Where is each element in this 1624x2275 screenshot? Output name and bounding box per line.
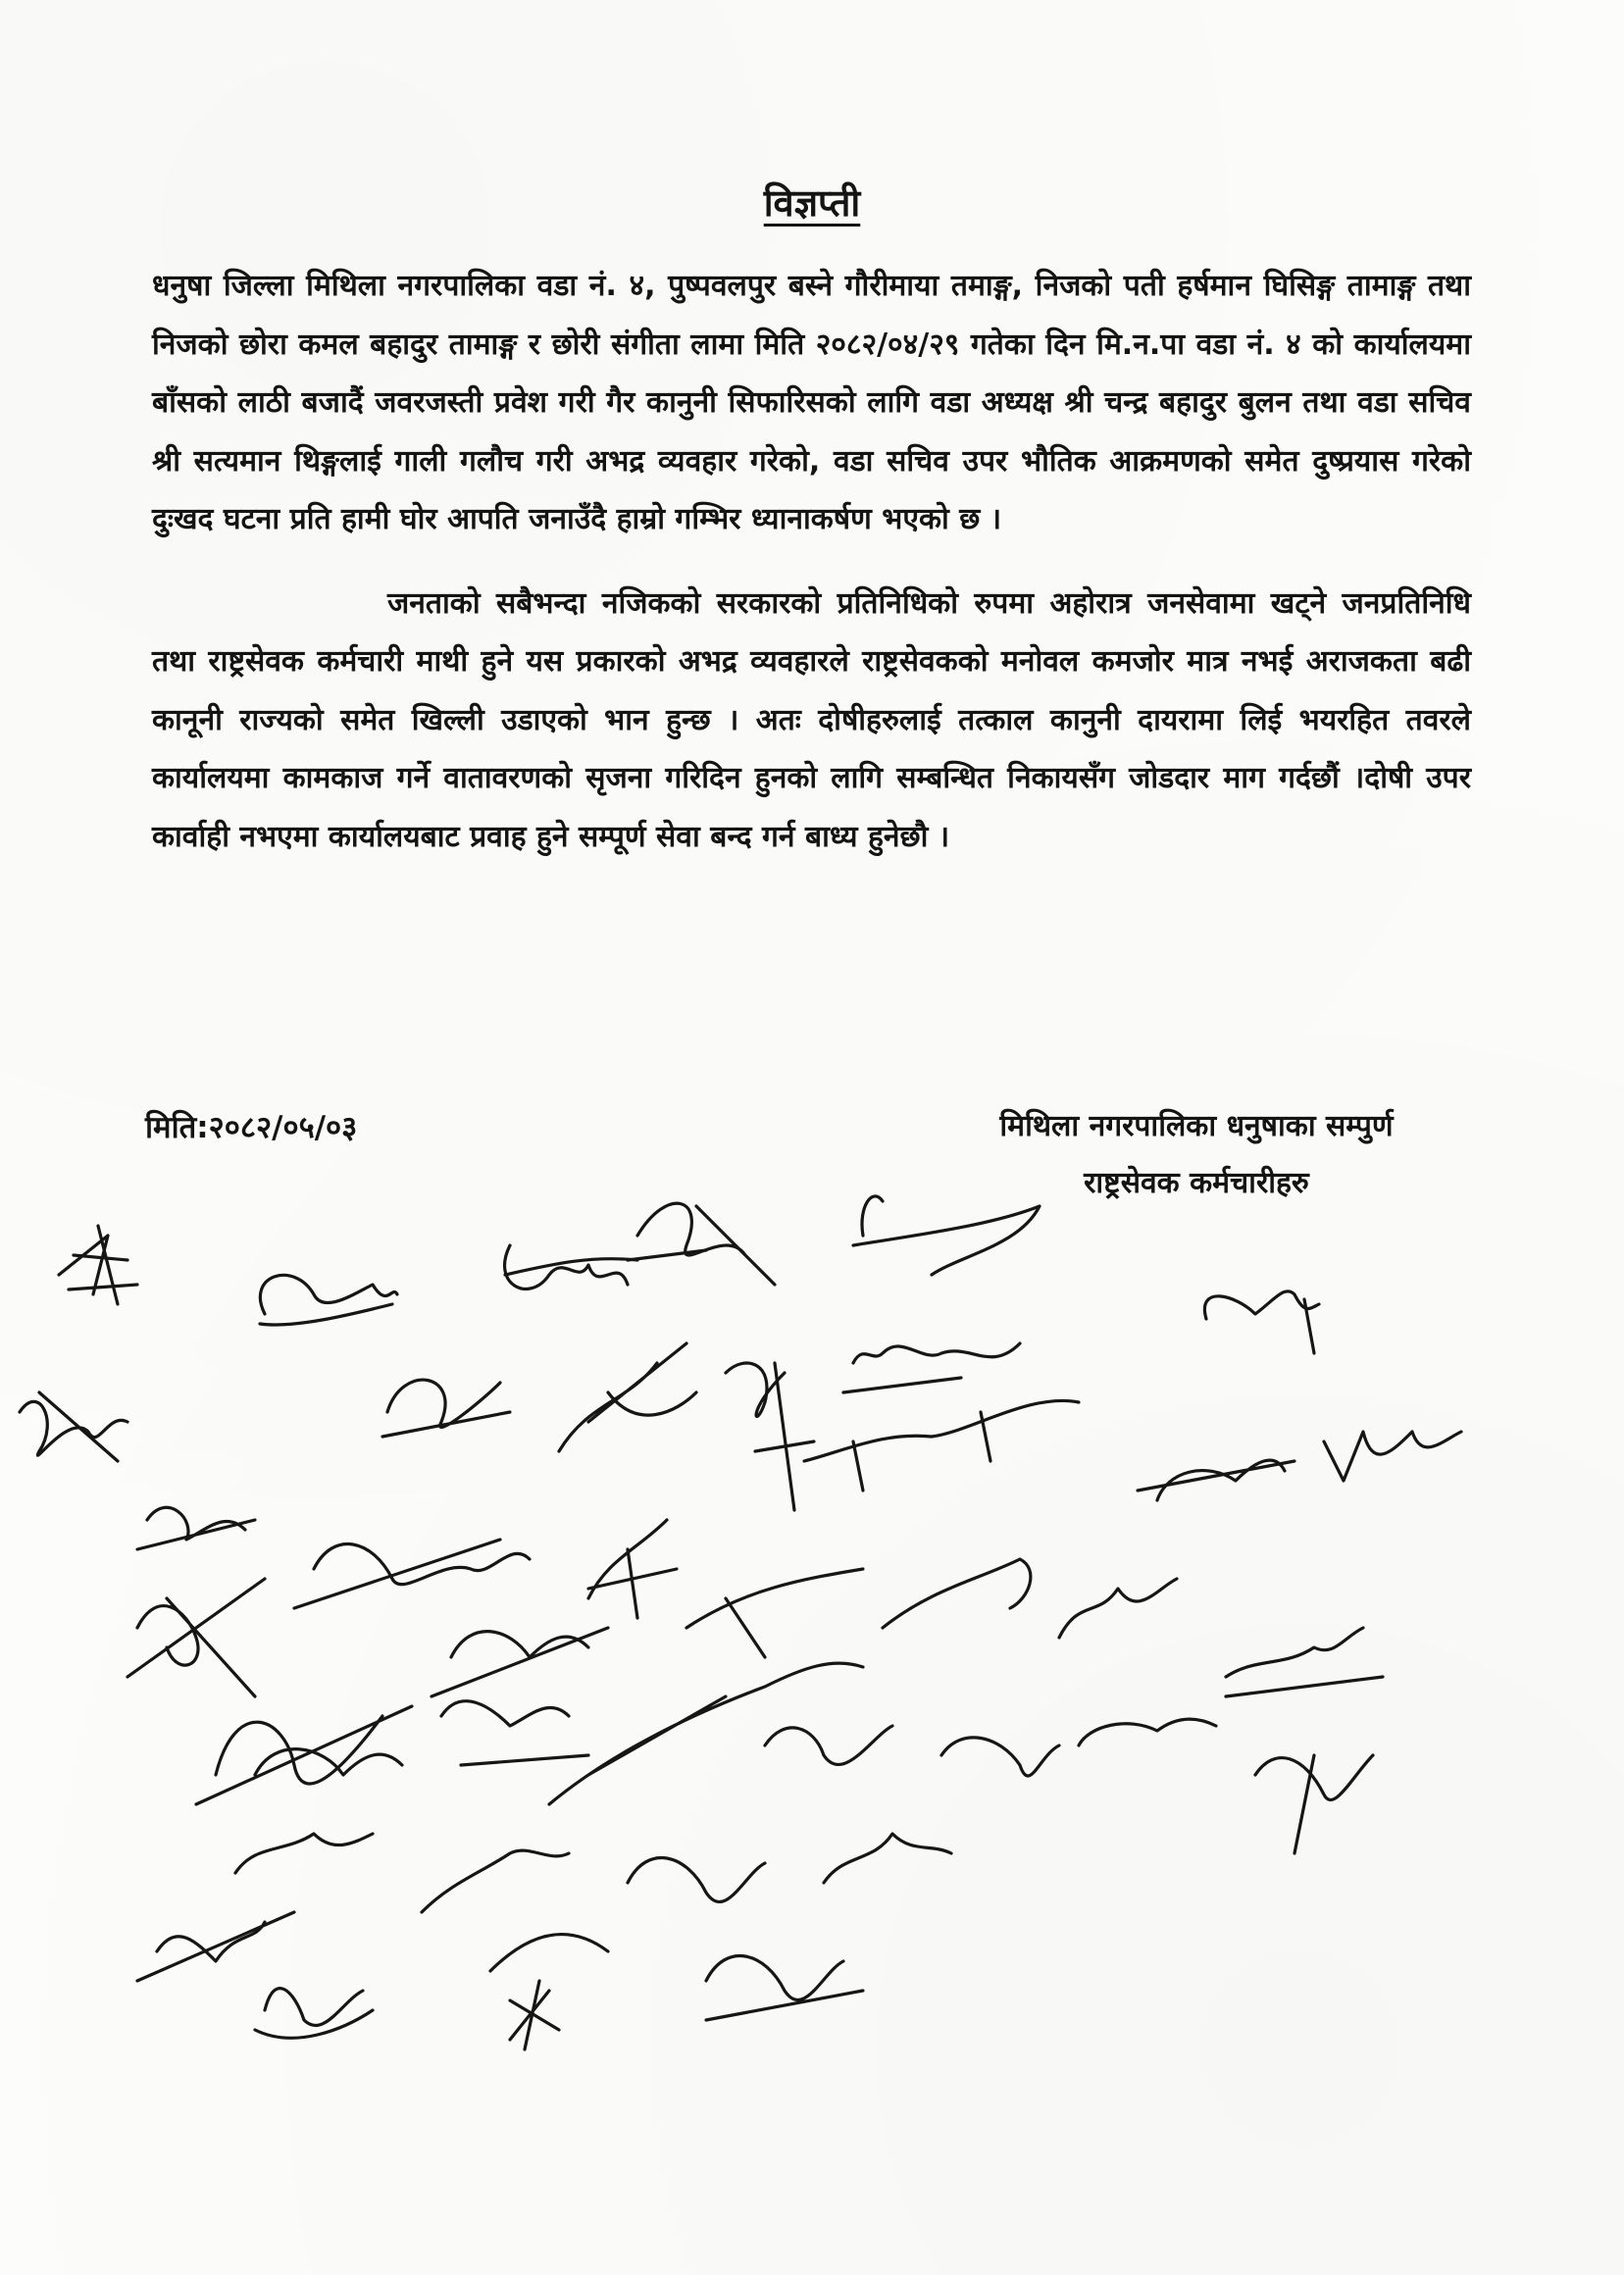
signature <box>422 1850 569 1912</box>
signature <box>559 1343 696 1451</box>
signature <box>1079 1719 1216 1745</box>
signature <box>441 1701 588 1765</box>
signature <box>765 1726 892 1764</box>
signature <box>804 1400 1079 1491</box>
paragraph-demand: जनताको सबैभन्दा नजिकको सरकारको प्रतिनिधिको रुपमा अहोरात्र जनसेवामा खट्ने जनप्रतिनिधि तथा राष्ट्रसेवक कर्मचारी माथी हुने यस प्रकारको अभद्र व्यवहारले राष्ट्रसेवकको मनोवल कमजोर मात्र नभई अराजकता बढी कानूनी राज्यको समेत खिल्ली उडाएको भान हुन्छ । अतः दोषीहरुलाई तत्काल कानुनी दायरामा लिई भयरहित तवरले कार्यालयमा कामकाज गर्ने वातावरणको सृजना गरिदिन हुनको लागि सम्बन्धित निकायसँग जोडदार माग गर्दछौं ।दोषी उपर कार्वाही नभएमा कार्यालयबाट प्रवाह हुने सम्पूर्ण सेवा बन्द गर्न बाध्य हुनेछौ । <box>152 585 1471 854</box>
signature <box>137 1912 294 1981</box>
signatory-line-1: मिथिला नगरपालिका धनुषाका सम्पुर्ण <box>999 1109 1394 1143</box>
signature <box>255 1989 373 2039</box>
document-title: विज्ञप्ती <box>763 181 861 225</box>
signature <box>1226 1628 1383 1696</box>
signature <box>843 1343 1020 1392</box>
signature <box>549 1663 863 1804</box>
document-date: मिति:२०८२/०५/०३ <box>145 1110 358 1145</box>
signature <box>706 1956 863 2020</box>
paragraph-incident: धनुषा जिल्ला मिथिला नगरपालिका वडा नं. ४, पुष्पवलपुर बस्ने गौरीमाया तमाङ्ग, निजको पती हर्षमान घिसिङ्ग तामाङ्ग तथा निजको छोरा कमल बहादुर तामाङ्ग र छोरी संगीता लामा मिति २०८२/०४/२९ गतेका दिन मि.न.पा वडा नं. ४ को कार्यालयमा बाँसको लाठी बजादैं जवरजस्ती प्रवेश गरी गैर कानुनी सिफारिसको लागि वडा अध्यक्ष श्री चन्द्र बहादुर बुलन तथा वडा सचिव श्री सत्यमान थिङ्गलाई गाली गलौच गरी अभद्र व्यवहार गरेको, वडा सचिव उपर भौतिक आक्रमणको समेत दुष्प्रयास गरेको दुःखद घटना प्रति हामी घोर आपति जनाउँदै हाम्रो गम्भिर ध्यानाकर्षण भएको छ । <box>152 269 1471 536</box>
signature <box>686 1569 863 1657</box>
signature <box>628 1858 765 1902</box>
signatory-line-2: राष्ट्रसेवक कर्मचारीहरु <box>1084 1166 1309 1200</box>
handwritten-signatures <box>0 1167 1624 2275</box>
signature <box>510 1981 559 2049</box>
signature <box>137 1507 255 1549</box>
signature <box>382 1380 510 1437</box>
signature <box>260 1275 397 1325</box>
signature <box>1138 1460 1294 1500</box>
signature <box>20 1392 127 1461</box>
signature <box>490 1935 608 1971</box>
signature <box>726 1363 814 1510</box>
signature <box>235 1834 373 1873</box>
signatures-area <box>0 1167 1624 2275</box>
signature <box>1324 1432 1461 1481</box>
signature <box>588 1520 677 1618</box>
signature <box>941 1738 1059 1776</box>
signature <box>294 1540 530 1608</box>
signature <box>1059 1579 1177 1638</box>
document-body <box>152 257 1471 866</box>
signature <box>59 1226 137 1304</box>
signature <box>883 1559 1031 1628</box>
signature <box>255 1749 402 1775</box>
signature <box>505 1245 637 1289</box>
signature <box>824 1834 951 1883</box>
signature <box>127 1579 265 1696</box>
signature <box>1204 1291 1319 1353</box>
signature <box>628 1203 775 1285</box>
signature <box>431 1628 608 1696</box>
signature <box>853 1196 1040 1275</box>
signature <box>1255 1755 1373 1853</box>
